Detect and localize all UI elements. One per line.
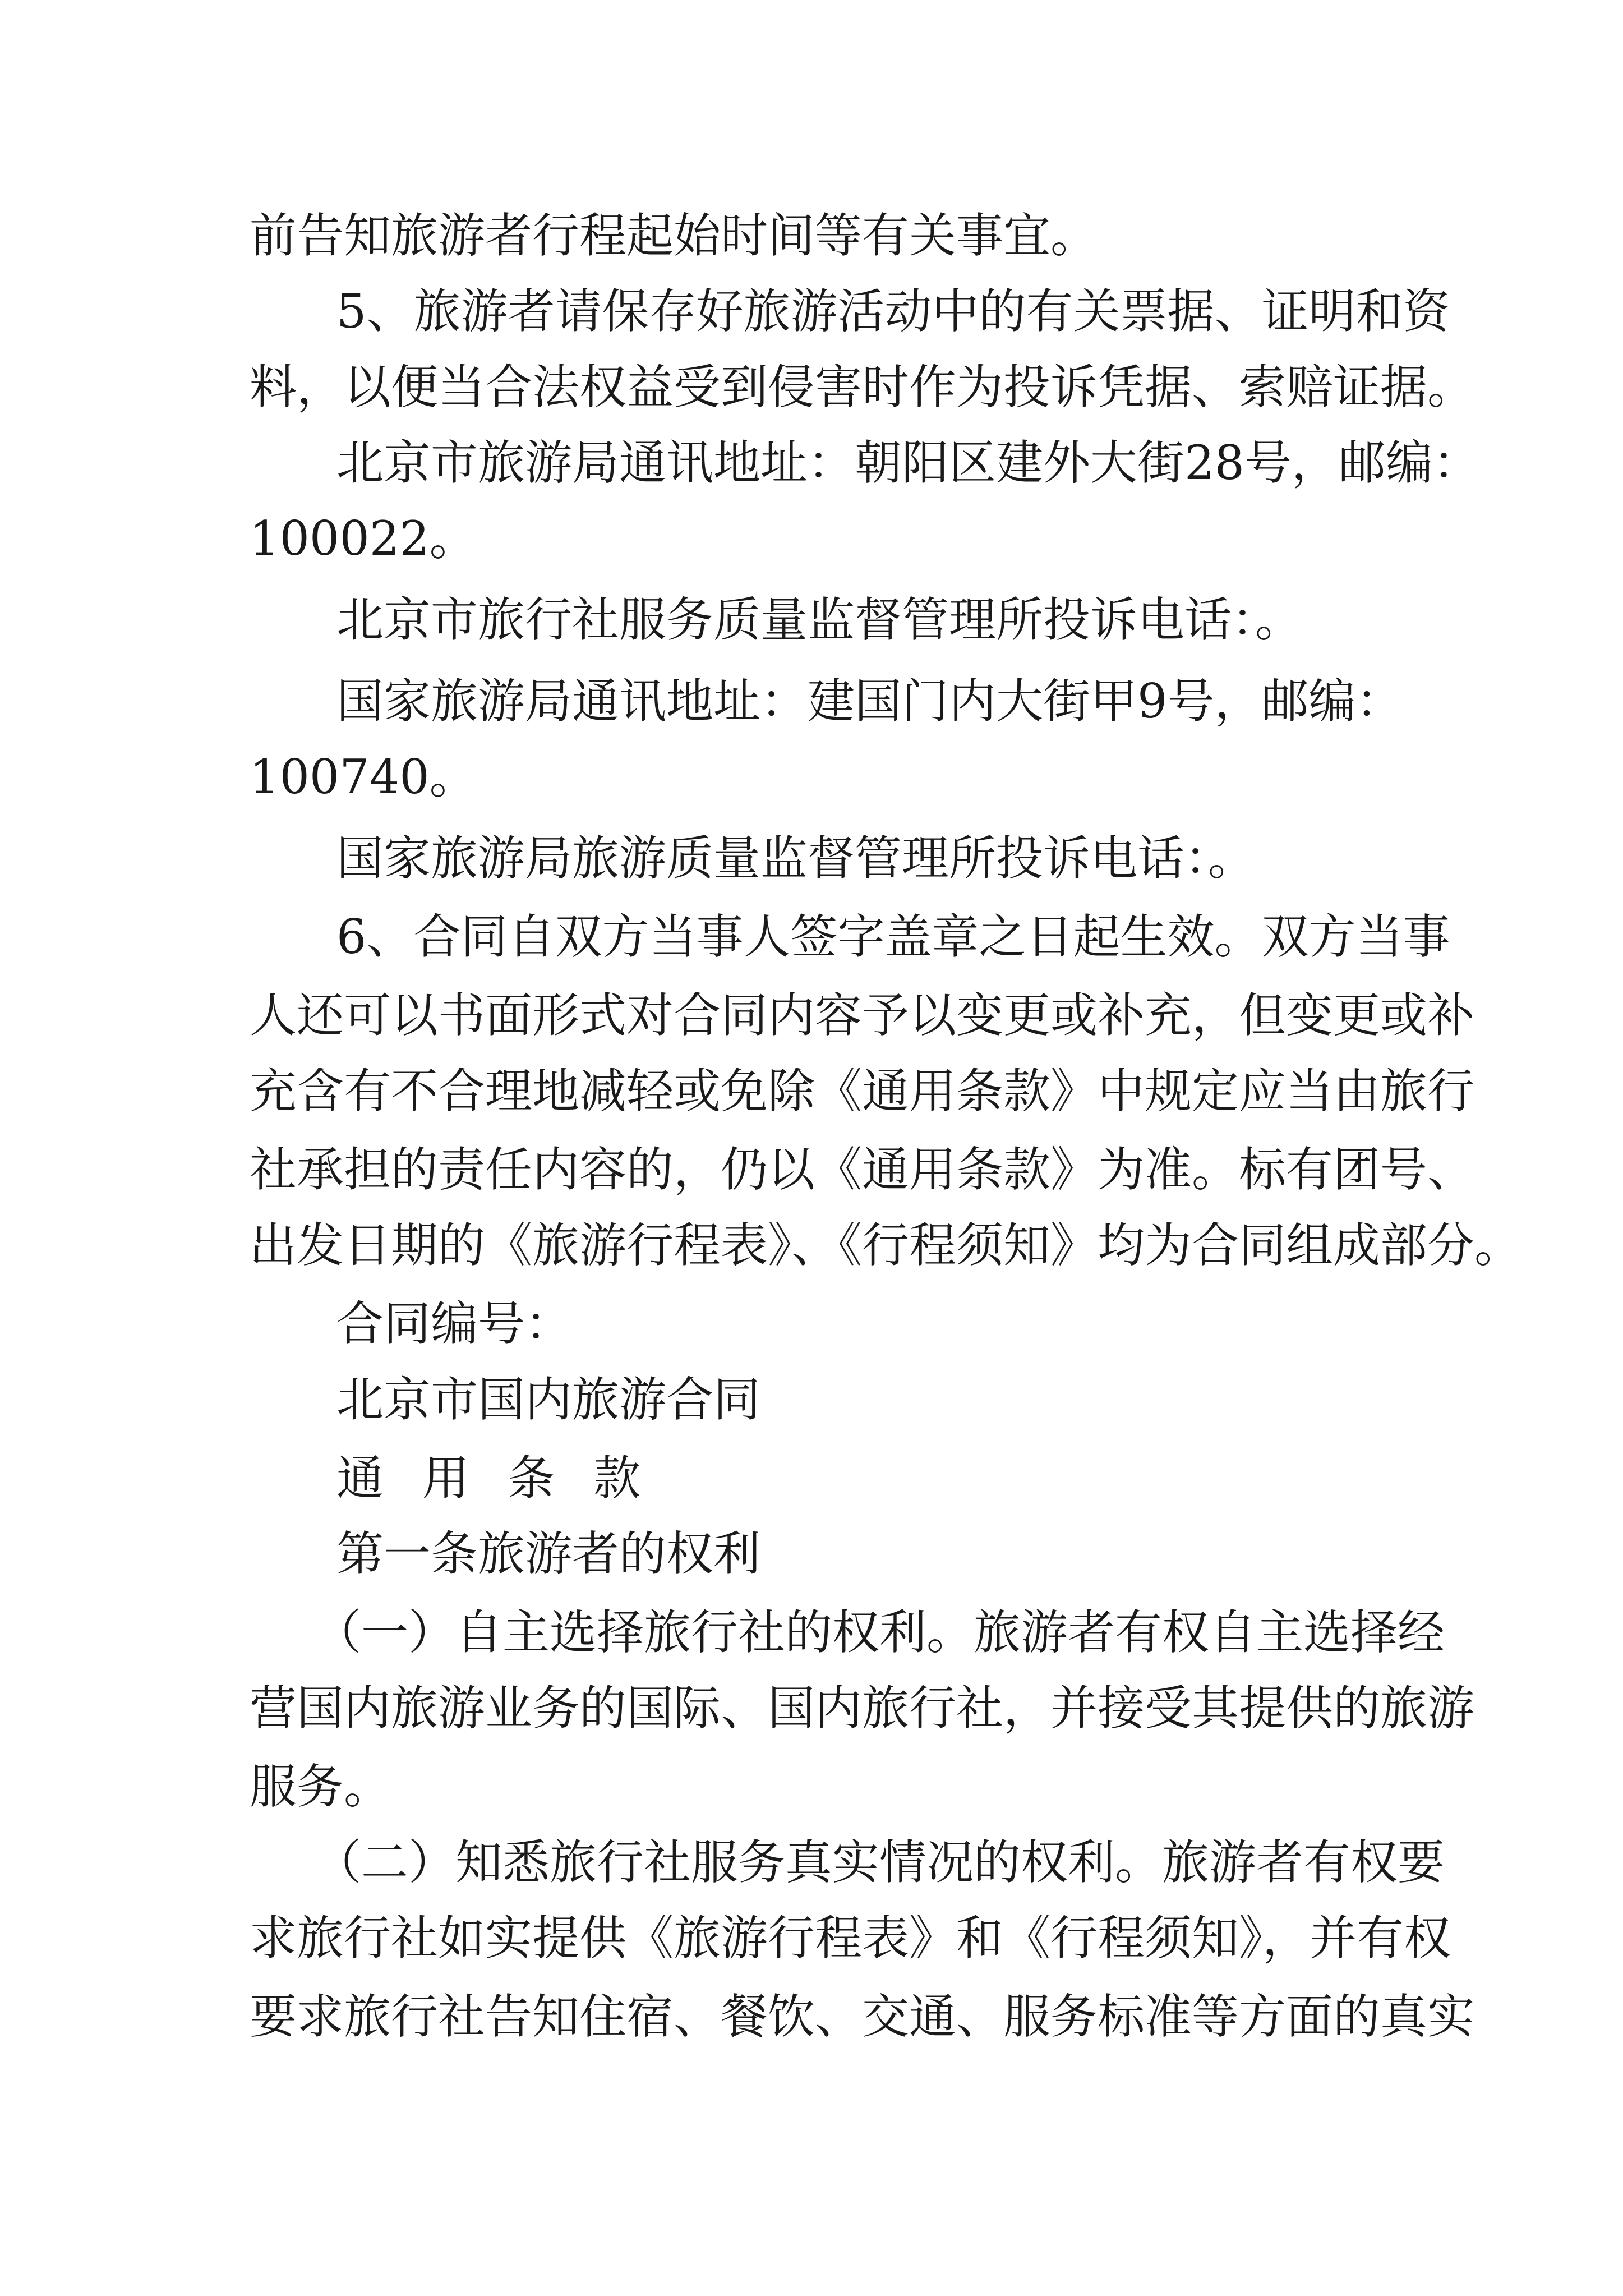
text-line: 6、合同自双方当事人签字盖章之日起生效。双方当事: [336, 909, 1450, 964]
text-line: 服务。: [250, 1759, 391, 1814]
text-line: 国家旅游局旅游质量监督管理所投诉电话：。: [336, 831, 1256, 886]
text-line: 求旅行社如实提供《旅游行程表》和《行程须知》，并有权: [250, 1911, 1451, 1966]
text-line: 合同编号：: [336, 1296, 573, 1351]
text-line: 出发日期的《旅游行程表》、《行程须知》均为合同组成部分。: [250, 1218, 1522, 1273]
text-line: 第一条旅游者的权利: [336, 1526, 761, 1581]
text-line: 北京市旅游局通讯地址：朝阳区建外大街28号，邮编：: [336, 435, 1480, 490]
text-line: 人还可以书面形式对合同内容予以变更或补充，但变更或补: [250, 988, 1475, 1043]
text-line: （二）知悉旅行社服务真实情况的权利。旅游者有权要: [314, 1835, 1445, 1890]
text-line: 100022。: [250, 511, 477, 566]
text-line: 100740。: [250, 749, 477, 804]
text-line: 充含有不合理地减轻或免除《通用条款》中规定应当由旅行: [250, 1064, 1475, 1119]
text-line: 料，以便当合法权益受到侵害时作为投诉凭据、索赔证据。: [250, 360, 1475, 415]
text-line: 要求旅行社告知住宿、餐饮、交通、服务标准等方面的真实: [250, 1989, 1475, 2044]
text-line: 营国内旅游业务的国际、国内旅行社，并接受其提供的旅游: [250, 1681, 1475, 1736]
text-line: （一）自主选择旅行社的权利。旅游者有权自主选择经: [314, 1605, 1445, 1660]
text-line: 5、旅游者请保存好旅游活动中的有关票据、证明和资: [336, 284, 1450, 339]
text-line: 社承担的责任内容的，仍以《通用条款》为准。标有团号、: [250, 1142, 1475, 1197]
text-line: 国家旅游局通讯地址：建国门内大街甲9号，邮编：: [336, 674, 1403, 729]
text-line: 通 用 条 款: [336, 1451, 653, 1506]
text-line: 北京市旅行社服务质量监督管理所投诉电话：。: [336, 592, 1303, 647]
text-line: 前告知旅游者行程起始时间等有关事宜。: [250, 208, 1098, 263]
text-line: 北京市国内旅游合同: [336, 1372, 761, 1427]
